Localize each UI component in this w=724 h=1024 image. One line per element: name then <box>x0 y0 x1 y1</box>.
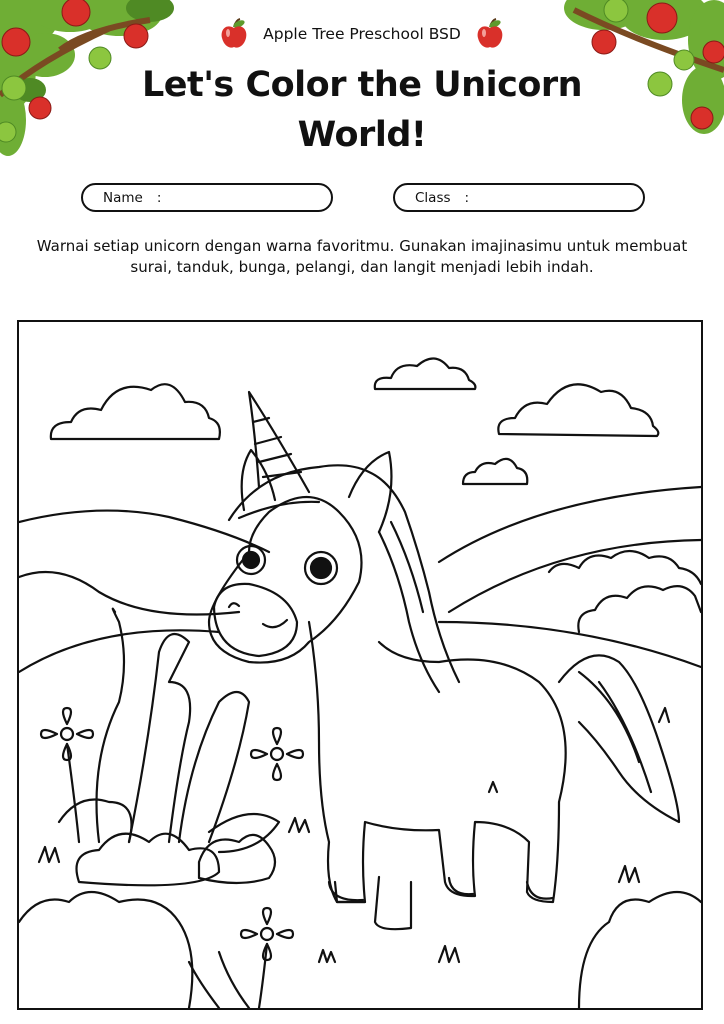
class-label: Class <box>415 189 451 206</box>
class-field[interactable] <box>393 183 645 212</box>
school-name: Apple Tree Preschool BSD <box>263 25 461 43</box>
unicorn <box>209 392 679 929</box>
cloud <box>375 358 476 389</box>
name-separator: : <box>156 189 162 206</box>
flower <box>251 728 303 780</box>
class-separator: : <box>464 189 470 206</box>
school-header <box>0 18 724 50</box>
flower <box>41 708 93 842</box>
cloud <box>51 384 220 439</box>
flower <box>241 908 293 1008</box>
coloring-illustration <box>17 320 703 1010</box>
apple-icon <box>219 18 249 50</box>
cloud <box>463 459 527 484</box>
page-title: Let's Color the Unicorn World! <box>141 65 583 155</box>
instructions-text: Warnai setiap unicorn dengan warna favoritmu. Gunakan imajinasimu untuk membuat surai, tanduk, bunga, pelangi, dan langit menjadi lebih indah. <box>36 237 688 276</box>
cloud <box>498 384 658 436</box>
name-field[interactable] <box>81 183 333 212</box>
name-label: Name <box>103 189 143 206</box>
apple-icon <box>475 18 505 50</box>
plant <box>59 609 279 886</box>
